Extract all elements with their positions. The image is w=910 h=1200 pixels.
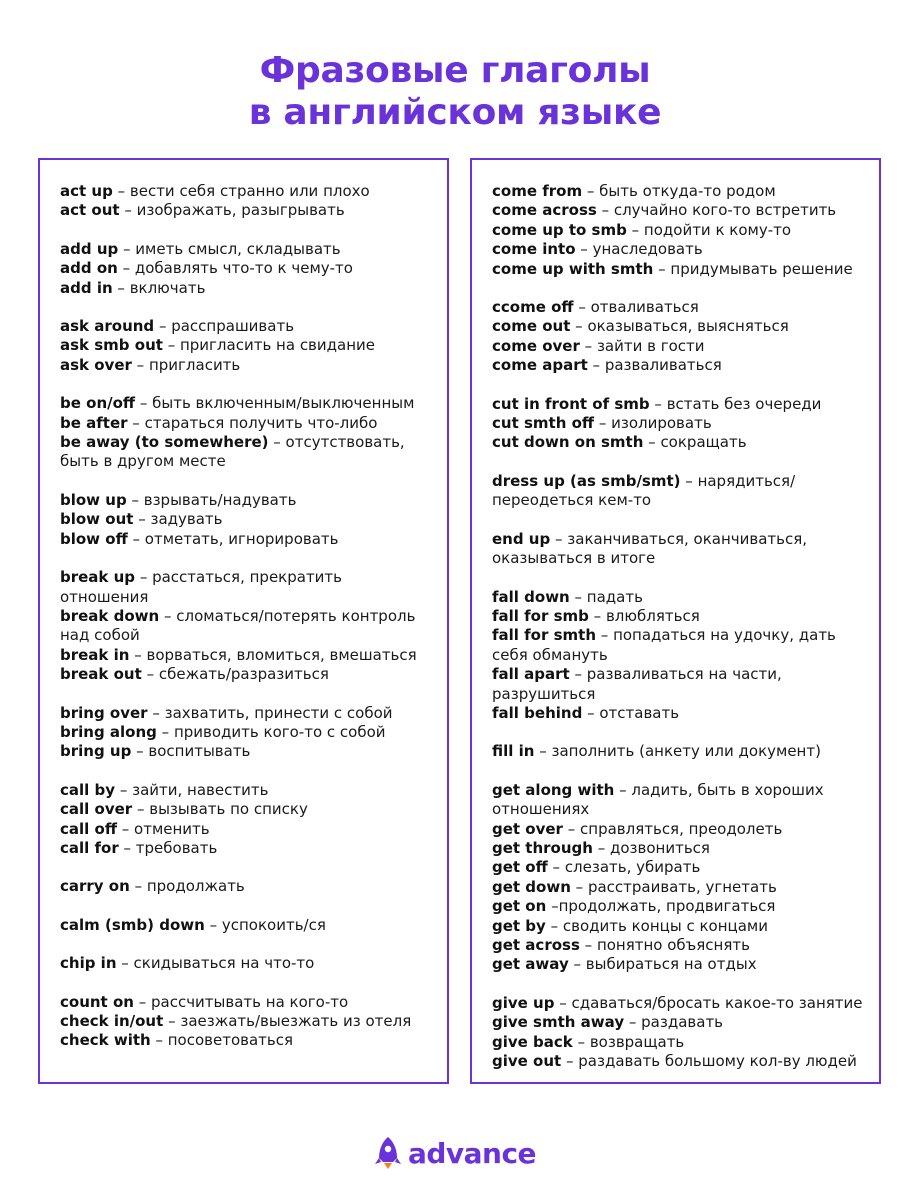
phrasal-verb: get by	[492, 916, 546, 935]
dash-separator: –	[545, 916, 563, 935]
verb-meaning: заканчиваться, оканчиваться, оказываться в итоге	[492, 529, 808, 568]
verb-meaning: расспрашивать	[171, 317, 295, 336]
verb-group	[492, 182, 867, 279]
phrasal-verb: bring up	[60, 742, 132, 761]
dash-separator: –	[643, 433, 661, 452]
dash-separator: –	[147, 703, 165, 722]
phrasal-verb: get through	[492, 838, 593, 857]
verb-entry	[492, 936, 867, 955]
verb-meaning: придумывать решение	[670, 259, 853, 278]
dash-separator: –	[119, 201, 137, 220]
verb-meaning: влюбляться	[605, 606, 700, 625]
verb-group	[492, 781, 867, 975]
verb-meaning: нарядиться/ переодеться кем-то	[492, 471, 796, 510]
verb-group	[60, 781, 435, 859]
verb-entry	[492, 878, 867, 897]
verb-meaning: приводить кого-то с собой	[173, 722, 386, 741]
dash-separator: –	[547, 858, 565, 877]
verb-meaning: выбираться на отдых	[585, 955, 757, 974]
phrasal-verb: carry on	[60, 877, 130, 896]
verb-entry	[492, 298, 867, 317]
dash-separator: –	[129, 645, 147, 664]
verb-meaning: задувать	[150, 510, 223, 529]
verb-entry	[492, 414, 867, 433]
phrasal-verb: count on	[60, 992, 134, 1011]
verb-meaning: отсутствовать, быть в другом месте	[60, 433, 405, 471]
dash-separator: –	[546, 897, 559, 916]
verb-entry	[492, 356, 867, 375]
phrasal-verb: act up	[60, 182, 113, 200]
dash-separator: –	[554, 993, 572, 1012]
verb-entry	[60, 646, 435, 665]
verb-meaning: сводить концы с концами	[562, 916, 768, 935]
dash-separator: –	[594, 414, 612, 433]
brand-name: advance	[407, 1136, 537, 1170]
verb-entry	[60, 800, 435, 819]
title-line-2: в английском языке	[248, 92, 662, 133]
title-line-1: Фразовые глаголы	[259, 50, 651, 91]
verb-entry	[492, 1052, 867, 1071]
phrasal-verb: check with	[60, 1031, 151, 1050]
verb-group	[60, 954, 435, 973]
dash-separator: –	[131, 742, 149, 761]
phrasal-verb: fall apart	[492, 665, 570, 684]
verb-entry	[60, 259, 435, 278]
verb-entry	[60, 317, 435, 336]
verb-meaning: сокращать	[660, 433, 747, 452]
verb-meaning: взрывать/надувать	[143, 490, 297, 509]
rocket-icon	[374, 1136, 402, 1170]
verb-entry	[60, 394, 435, 413]
phrasal-verb: call off	[60, 819, 117, 838]
verb-entry	[60, 607, 435, 646]
verb-entry	[60, 356, 435, 375]
left-column	[60, 182, 435, 1070]
verb-group	[60, 182, 435, 221]
verb-group	[60, 317, 435, 375]
dash-separator: –	[118, 239, 136, 258]
dash-separator: –	[562, 819, 581, 838]
dash-separator: –	[133, 992, 151, 1011]
phrasal-verb: come across	[492, 201, 597, 220]
phrasal-verb: add on	[60, 259, 118, 278]
dash-separator: –	[150, 1031, 168, 1050]
phrasal-verb: get down	[492, 877, 571, 896]
verb-meaning: расстаться, прекратить отношения	[60, 568, 343, 606]
verb-entry	[492, 839, 867, 858]
dash-separator: –	[568, 955, 586, 974]
verb-entry	[492, 858, 867, 877]
dash-separator: –	[126, 490, 144, 509]
dash-separator: –	[582, 703, 600, 722]
phrasal-verb: ask smb out	[60, 336, 163, 355]
phrasal-verb: be away (to somewhere)	[60, 433, 269, 452]
verb-entry	[492, 704, 867, 723]
phrasal-verb: fall for smth	[492, 626, 597, 645]
verb-meaning: подойти к кому-то	[643, 220, 792, 239]
phrasal-verb: blow out	[60, 510, 134, 529]
verb-meaning: разваливаться на части, разрушиться	[492, 665, 782, 703]
verb-entry	[492, 530, 867, 569]
verb-meaning: встать без очереди	[666, 394, 822, 413]
phrasal-verb: ccome off	[492, 298, 574, 317]
verb-entry	[60, 704, 435, 723]
verb-entry	[492, 182, 867, 201]
phrasal-verb: get along with	[492, 780, 615, 799]
verb-meaning: стараться получить что-либо	[144, 413, 378, 432]
dash-separator: –	[117, 259, 135, 278]
phrasal-verb: come up with smth	[492, 259, 654, 278]
dash-separator: –	[127, 529, 145, 548]
phrasal-verb: break up	[60, 568, 136, 587]
dash-separator: –	[127, 413, 145, 432]
phrasal-verb: come apart	[492, 356, 588, 375]
dash-separator: –	[159, 606, 177, 625]
verb-meaning: раздавать	[641, 1013, 724, 1032]
verb-meaning: пригласить на свидание	[179, 336, 375, 355]
phrasal-verb: call over	[60, 800, 133, 819]
phrasal-verb: give out	[492, 1052, 562, 1071]
verb-meaning: иметь смысл, складывать	[135, 239, 341, 258]
phrasal-verb: call by	[60, 780, 116, 799]
dash-separator: –	[162, 336, 180, 355]
verb-entry	[60, 742, 435, 761]
verb-meaning: отваливаться	[590, 298, 699, 317]
verb-entry	[60, 240, 435, 259]
verb-meaning: посоветоваться	[167, 1031, 294, 1050]
verb-group	[492, 298, 867, 376]
dash-separator: –	[131, 355, 149, 374]
phrasal-verb: come out	[492, 317, 571, 336]
dash-separator: –	[116, 954, 134, 973]
verb-entry	[492, 820, 867, 839]
dash-separator: –	[156, 722, 174, 741]
verb-meaning: пригласить	[148, 355, 241, 374]
dash-separator: –	[570, 877, 588, 896]
verb-group	[492, 395, 867, 453]
phrasal-verb: get over	[492, 819, 563, 838]
phrasal-verb: give smth away	[492, 1013, 625, 1032]
phrasal-verb: get across	[492, 936, 580, 954]
verb-entry	[60, 201, 435, 220]
dash-separator: –	[115, 780, 133, 799]
verb-group	[60, 916, 435, 935]
verb-meaning: успокоить/ся	[221, 915, 326, 934]
phrasal-verb: add in	[60, 278, 113, 297]
verb-entry	[492, 588, 867, 607]
dash-separator: –	[268, 433, 286, 452]
verb-entry	[60, 279, 435, 298]
verb-group	[60, 394, 435, 472]
verb-meaning: изолировать	[611, 414, 712, 433]
verb-meaning: быть включенным/выключенным	[152, 394, 415, 413]
dash-separator: –	[649, 394, 667, 413]
verb-entry	[492, 201, 867, 220]
dash-separator: –	[129, 877, 147, 896]
phrasal-verb: give back	[492, 1032, 573, 1051]
verb-entry	[492, 260, 867, 279]
verb-meaning: слезать, убирать	[564, 858, 701, 877]
phrasal-verb: cut smth off	[492, 414, 595, 433]
verb-group	[492, 588, 867, 724]
verb-entry	[60, 877, 435, 896]
dash-separator: –	[582, 182, 600, 200]
verb-entry	[492, 433, 867, 452]
dash-separator: –	[575, 240, 593, 259]
verb-entry	[492, 395, 867, 414]
verb-meaning: унаследовать	[592, 240, 703, 259]
phrasal-verb: blow up	[60, 490, 127, 509]
phrasal-verb: chip in	[60, 954, 117, 973]
verb-meaning: изображать, разыгрывать	[136, 201, 345, 220]
phrasal-verb: get away	[492, 955, 569, 974]
verb-meaning: оказываться, выясняться	[587, 317, 789, 336]
dash-separator: –	[569, 587, 587, 606]
dash-separator: –	[579, 336, 597, 355]
phrasal-verb: give up	[492, 993, 555, 1012]
phrasal-verb: cut in front of smb	[492, 394, 650, 413]
dash-separator: –	[118, 838, 136, 857]
dash-separator: –	[570, 317, 588, 336]
verb-meaning: зайти, навестить	[132, 780, 269, 799]
brand-logo	[0, 1136, 910, 1174]
verb-meaning: раздавать большому кол-ву людей	[578, 1052, 857, 1071]
verb-meaning: попадаться на удочку, дать себя обмануть	[492, 626, 836, 664]
dash-separator: –	[204, 915, 222, 934]
verb-meaning: сбежать/разразиться	[158, 665, 329, 684]
dash-separator: –	[680, 471, 698, 490]
verb-entry	[60, 510, 435, 529]
phrasal-verb: break in	[60, 645, 130, 664]
phrasal-verb: be after	[60, 413, 128, 432]
dash-separator: –	[653, 259, 671, 278]
verb-entry	[492, 240, 867, 259]
verb-entry	[60, 839, 435, 858]
dash-separator: –	[588, 606, 606, 625]
dash-separator: –	[596, 201, 614, 220]
verb-group	[492, 994, 867, 1072]
verb-meaning: ладить, быть в хороших отношениях	[492, 780, 824, 819]
phrasal-verb: calm (smb) down	[60, 915, 205, 934]
verb-group	[492, 472, 867, 511]
verb-meaning: быть откуда-то родом	[599, 182, 776, 200]
dash-separator: –	[550, 529, 568, 548]
phrasal-verb: ask around	[60, 317, 155, 336]
verb-meaning: зайти в гости	[596, 336, 705, 355]
verb-entry	[492, 897, 867, 916]
dash-separator: –	[587, 356, 605, 375]
verb-entry	[60, 1031, 435, 1050]
phrasal-verb: come into	[492, 240, 576, 259]
dash-separator: –	[573, 298, 591, 317]
verb-meaning: рассчитывать на кого-то	[150, 992, 349, 1011]
verb-meaning: справляться, преодолеть	[580, 819, 783, 838]
verb-meaning: случайно кого-то встретить	[613, 201, 837, 220]
dash-separator: –	[133, 510, 151, 529]
phrasal-verb: get on	[492, 897, 547, 916]
verb-entry	[492, 665, 867, 704]
dash-separator: –	[592, 838, 610, 857]
phrasal-verb: call for	[60, 838, 119, 857]
verb-meaning: ворваться, вломиться, вмешаться	[146, 645, 417, 664]
phrasal-verb: bring along	[60, 722, 157, 741]
verb-group	[60, 993, 435, 1051]
verb-meaning: понятно объяснять	[596, 936, 750, 954]
verb-entry	[60, 820, 435, 839]
verb-entry	[492, 472, 867, 511]
dash-separator: –	[135, 394, 153, 413]
dash-separator: –	[579, 936, 597, 954]
verb-group	[60, 704, 435, 762]
dash-separator: –	[569, 665, 587, 684]
verb-meaning: отменить	[134, 819, 210, 838]
verb-entry	[60, 568, 435, 607]
verb-meaning: требовать	[135, 838, 218, 857]
verb-entry	[492, 1033, 867, 1052]
verb-entry	[492, 317, 867, 336]
dash-separator: –	[154, 317, 172, 336]
verb-meaning: падать	[586, 587, 643, 606]
left-panel	[38, 158, 449, 1084]
phrasal-verb: fall down	[492, 587, 570, 606]
phrasal-verb: fall behind	[492, 703, 583, 722]
phrasal-verb: check in/out	[60, 1012, 164, 1030]
verb-entry	[60, 336, 435, 355]
verb-group	[492, 530, 867, 569]
verb-entry	[60, 414, 435, 433]
phrasal-verb: dress up (as smb/smt)	[492, 471, 681, 490]
phrasal-verb: be on/off	[60, 394, 136, 413]
verb-group	[60, 568, 435, 684]
verb-meaning: воспитывать	[148, 742, 251, 761]
verb-entry	[492, 742, 867, 761]
phrasal-verb: come up to smb	[492, 220, 627, 239]
verb-entry	[60, 954, 435, 973]
phrasal-verb: add up	[60, 239, 119, 258]
verb-meaning: дозвониться	[610, 838, 710, 857]
page-title	[0, 50, 910, 134]
verb-meaning: захватить, принести с собой	[164, 703, 393, 722]
verb-meaning: включать	[129, 278, 206, 297]
verb-meaning: вести себя странно или плохо	[129, 182, 370, 200]
phrasal-verb: come over	[492, 336, 580, 355]
verb-entry	[492, 781, 867, 820]
phrasal-verb: cut down on smth	[492, 433, 644, 452]
dash-separator: –	[572, 1032, 590, 1051]
dash-separator: –	[135, 568, 153, 587]
dash-separator: –	[116, 819, 135, 838]
phrasal-verb: break out	[60, 665, 142, 684]
verb-meaning: расстраивать, угнетать	[587, 877, 777, 896]
phrasal-verb: fill in	[492, 742, 535, 761]
verb-meaning: продолжать	[146, 877, 245, 896]
phrasal-verb: act out	[60, 201, 120, 220]
verb-entry	[492, 955, 867, 974]
verb-entry	[60, 1012, 435, 1031]
dash-separator: –	[132, 800, 150, 819]
verb-meaning: сдаваться/бросать какое-то занятие	[571, 993, 863, 1012]
verb-entry	[60, 182, 435, 201]
verb-entry	[60, 723, 435, 742]
verb-group	[60, 877, 435, 896]
verb-entry	[60, 491, 435, 510]
verb-entry	[60, 665, 435, 684]
verb-meaning: заезжать/выезжать из отеля	[180, 1012, 412, 1030]
verb-meaning: скидываться на что-то	[133, 954, 315, 973]
phrasal-verb: end up	[492, 529, 551, 548]
dash-separator: –	[112, 182, 130, 200]
dash-separator: –	[112, 278, 130, 297]
dash-separator: –	[561, 1052, 579, 1071]
verb-entry	[492, 626, 867, 665]
verb-entry	[492, 337, 867, 356]
phrasal-verb: come from	[492, 182, 583, 200]
phrasal-verb: ask over	[60, 355, 132, 374]
verb-group	[492, 742, 867, 761]
right-panel	[470, 158, 881, 1084]
phrasal-verb: break down	[60, 606, 160, 625]
phrasal-verb: get off	[492, 858, 548, 877]
dash-separator: –	[626, 220, 644, 239]
verb-meaning: добавлять что-то к чему-то	[134, 259, 353, 278]
verb-group	[60, 491, 435, 549]
phrasal-verb: fall for smb	[492, 606, 589, 625]
verb-entry	[60, 530, 435, 549]
verb-entry	[492, 1013, 867, 1032]
phrasal-verb: blow off	[60, 529, 128, 548]
verb-group	[60, 240, 435, 298]
verb-meaning: отметать, игнорировать	[144, 529, 339, 548]
phrasal-verb: bring over	[60, 703, 148, 722]
verb-meaning: продолжать, продвигаться	[558, 897, 776, 916]
right-column	[492, 182, 867, 1090]
verb-entry	[492, 221, 867, 240]
verb-entry	[60, 433, 435, 472]
dash-separator: –	[141, 665, 159, 684]
verb-meaning: возвращать	[589, 1032, 685, 1051]
dash-separator: –	[596, 626, 614, 645]
verb-meaning: вызывать по списку	[149, 800, 308, 819]
dash-separator: –	[163, 1012, 181, 1030]
verb-entry	[492, 994, 867, 1013]
dash-separator: –	[534, 742, 552, 761]
verb-meaning: сломаться/потерять контроль над собой	[60, 606, 416, 645]
verb-entry	[60, 781, 435, 800]
verb-entry	[492, 607, 867, 626]
verb-meaning: отставать	[599, 703, 680, 722]
dash-separator: –	[614, 780, 632, 799]
verb-entry	[60, 916, 435, 935]
verb-entry	[492, 917, 867, 936]
dash-separator: –	[624, 1013, 642, 1032]
verb-meaning: разваливаться	[604, 356, 722, 375]
verb-entry	[60, 993, 435, 1012]
verb-meaning: заполнить (анкету или документ)	[551, 742, 821, 761]
